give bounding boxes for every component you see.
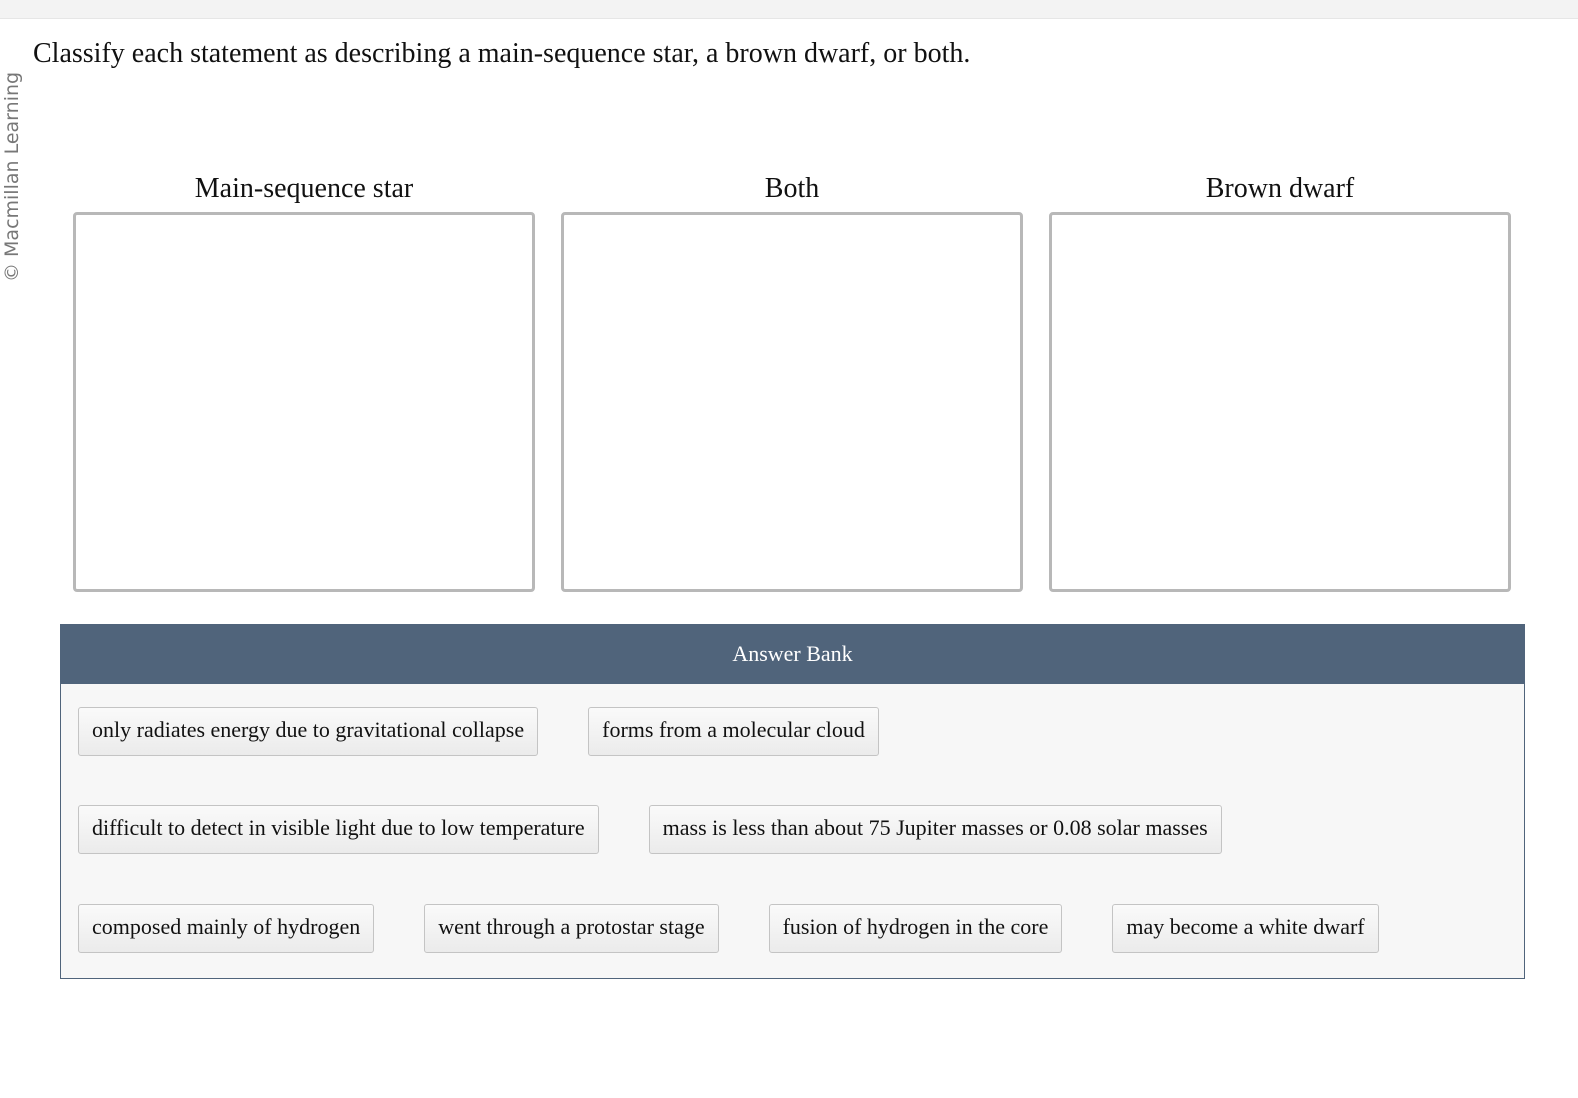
top-bar <box>0 0 1578 19</box>
drop-zone-both[interactable] <box>561 212 1023 592</box>
answer-chip[interactable]: composed mainly of hydrogen <box>78 904 374 953</box>
question-prompt: Classify each statement as describing a main-sequence star, a brown dwarf, or both. <box>33 38 971 69</box>
answer-chip[interactable]: only radiates energy due to gravitational collapse <box>78 707 538 756</box>
answer-chip[interactable]: mass is less than about 75 Jupiter masses or 0.08 solar masses <box>649 805 1222 854</box>
answer-bank-title: Answer Bank <box>61 625 1524 684</box>
answer-bank <box>60 624 1525 979</box>
answer-bank-row <box>78 805 1222 854</box>
bin-label-main-sequence-star: Main-sequence star <box>194 173 414 204</box>
bin-brown-dwarf <box>1049 170 1511 592</box>
bin-label-brown-dwarf: Brown dwarf <box>1205 173 1355 204</box>
drop-zone-brown-dwarf[interactable] <box>1049 212 1511 592</box>
answer-chip[interactable]: difficult to detect in visible light due to low temperature <box>78 805 599 854</box>
answer-chip[interactable]: went through a protostar stage <box>424 904 718 953</box>
copyright-notice: © Macmillan Learning <box>1 71 23 282</box>
answer-bank-row <box>78 707 879 756</box>
bin-label-both: Both <box>764 173 820 204</box>
bin-both <box>561 170 1023 592</box>
answer-bank-row <box>78 904 1379 953</box>
answer-chip[interactable]: may become a white dwarf <box>1112 904 1378 953</box>
drop-zone-main-sequence-star[interactable] <box>73 212 535 592</box>
answer-chip[interactable]: forms from a molecular cloud <box>588 707 879 756</box>
bin-main-sequence-star <box>73 170 535 592</box>
answer-chip[interactable]: fusion of hydrogen in the core <box>769 904 1063 953</box>
